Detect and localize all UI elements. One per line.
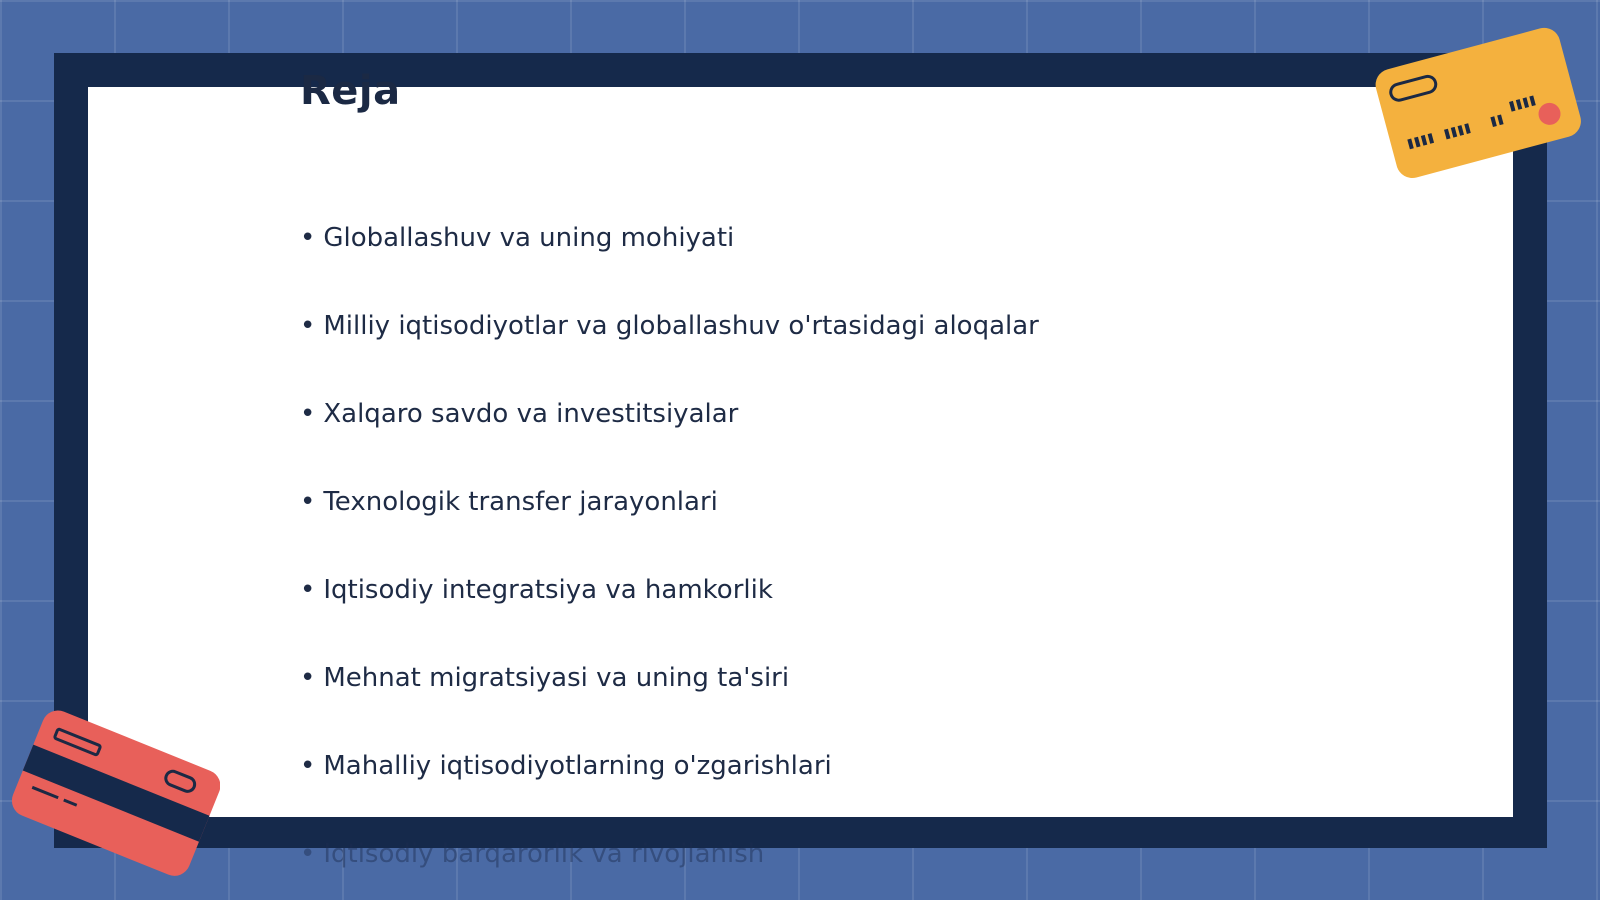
bullet-icon: • — [300, 311, 316, 341]
bullet-icon: • — [300, 663, 316, 693]
slide-title: Reja — [300, 68, 401, 114]
bullet-icon: • — [300, 223, 316, 253]
bullet-icon: • — [300, 751, 316, 781]
bullet-icon: • — [300, 839, 316, 869]
slide-paper — [88, 87, 1513, 817]
agenda-item-overflow: • Iqtisodiy barqarorlik va rivojlanish — [300, 839, 765, 869]
agenda-item: • Iqtisodiy integratsiya va hamkorlik — [300, 575, 773, 605]
bullet-icon: • — [300, 575, 316, 605]
yellow-credit-card-icon — [1368, 22, 1588, 182]
agenda-item: • Mahalliy iqtisodiyotlarning o'zgarishlari — [300, 751, 832, 781]
red-credit-card-icon — [5, 705, 220, 885]
agenda-item: • Mehnat migratsiyasi va uning ta'siri — [300, 663, 790, 693]
agenda-item: • Xalqaro savdo va investitsiyalar — [300, 399, 739, 429]
agenda-item: • Milliy iqtisodiyotlar va globallashuv o'rtasidagi aloqalar — [300, 311, 1039, 341]
agenda-item: • Texnologik transfer jarayonlari — [300, 487, 718, 517]
bullet-icon: • — [300, 487, 316, 517]
agenda-item: • Globallashuv va uning mohiyati — [300, 223, 735, 253]
bullet-icon: • — [300, 399, 316, 429]
